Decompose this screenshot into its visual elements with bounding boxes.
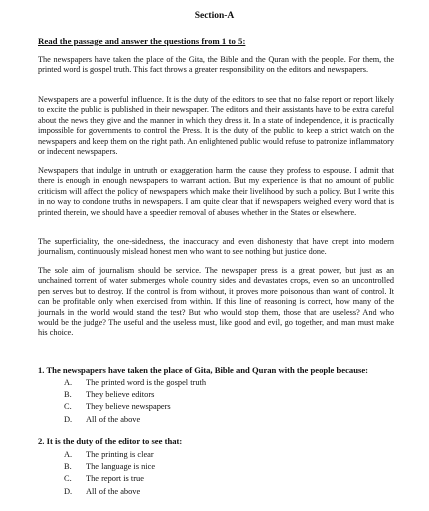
option-letter: C.	[64, 402, 72, 412]
question-1-option-a	[64, 377, 394, 389]
passage-paragraph-4: The superficiality, the one-sidedness, the inaccuracy and even dishonesty that have crept into modern journalism, continuously mislead honest men who want to see nothing but justice done.	[38, 237, 394, 257]
question-2-option-b	[64, 461, 394, 473]
option-text: The printed word is the gospel truth	[86, 378, 207, 387]
option-letter: C.	[64, 474, 72, 484]
option-text: All of the above	[86, 414, 141, 424]
question-2: 2. It is the duty of the editor to see that:	[38, 436, 183, 446]
option-text: The report is true	[86, 474, 144, 484]
option-letter: B.	[64, 390, 72, 400]
option-letter: D.	[64, 414, 73, 424]
option-text: They believe newspapers	[86, 402, 171, 412]
option-text: The language is nice	[86, 462, 156, 472]
question-2-option-d	[64, 486, 394, 498]
passage-instruction: Read the passage and answer the questions from 1 to 5:	[38, 36, 246, 46]
passage-paragraph-1: The newspapers have taken the place of the Gita, the Bible and the Quran with the people. For them, the printed word is gospel truth. This fact throws a greater responsibility on the editors and newspapers.	[38, 55, 394, 75]
question-1-options	[64, 377, 394, 426]
question-1-option-b	[64, 389, 394, 401]
section-title: Section-A	[194, 11, 235, 21]
option-text: All of the above	[86, 486, 141, 496]
question-1: 1. The newspapers have taken the place of Gita, Bible and Quran with the people because:	[38, 365, 368, 375]
question-1-option-d	[64, 414, 394, 426]
passage-paragraph-5: The sole aim of journalism should be service. The newspaper press is a great power, but just as an unchained torrent of water submerges whole country sides and devastates crops, even so an uncontrolled pen serves but to destroy. If the control is from without, it proves more poisonous than want of control. It can be profitable only when exercised from within. If this line of reasoning is correct, how many of the journals in the world would stand the test? But who would stop them, those that are useless? And who would be the judge? The useful and the useless must, like good and evil, go together, and man must make his choice.	[38, 266, 394, 338]
option-letter: D.	[64, 486, 73, 496]
passage-paragraph-3: Newspapers that indulge in untruth or exaggeration harm the cause they profess to espouse. I admit that there is enough in enough newspapers to warrant action. But my experience is that no amount of public criticism will affect the policy of newspapers which make their livelihood by such a policy. But I write this in no way to condone truths in newspapers. I am quite clear that if newspapers weighed every word that is printed therein, we should have a speedier removal of abuses whether in the States or elsewhere.	[38, 166, 394, 217]
question-2-options	[64, 449, 394, 498]
option-letter: B.	[64, 462, 72, 472]
option-letter: A.	[64, 378, 73, 387]
option-letter: A.	[64, 450, 73, 459]
option-text: They believe editors	[86, 390, 155, 400]
question-1-option-c	[64, 401, 394, 413]
option-text: The printing is clear	[86, 450, 154, 459]
question-2-option-c	[64, 473, 394, 485]
passage-paragraph-2: Newspapers are a powerful influence. It is the duty of the editors to see that no false report or report likely to excite the public is published in their newspaper. The editors and their assistants have to be extra careful about the news they give and the manner in which they dress it. In a state of independence, it is practically impossible for governments to control the Press. It is the duty of the public to keep a strict watch on the newspapers and keep them on the right path. An enlightened public would refuse to patronize inflammatory or indecent newspapers.	[38, 95, 394, 157]
question-2-option-a	[64, 449, 394, 461]
